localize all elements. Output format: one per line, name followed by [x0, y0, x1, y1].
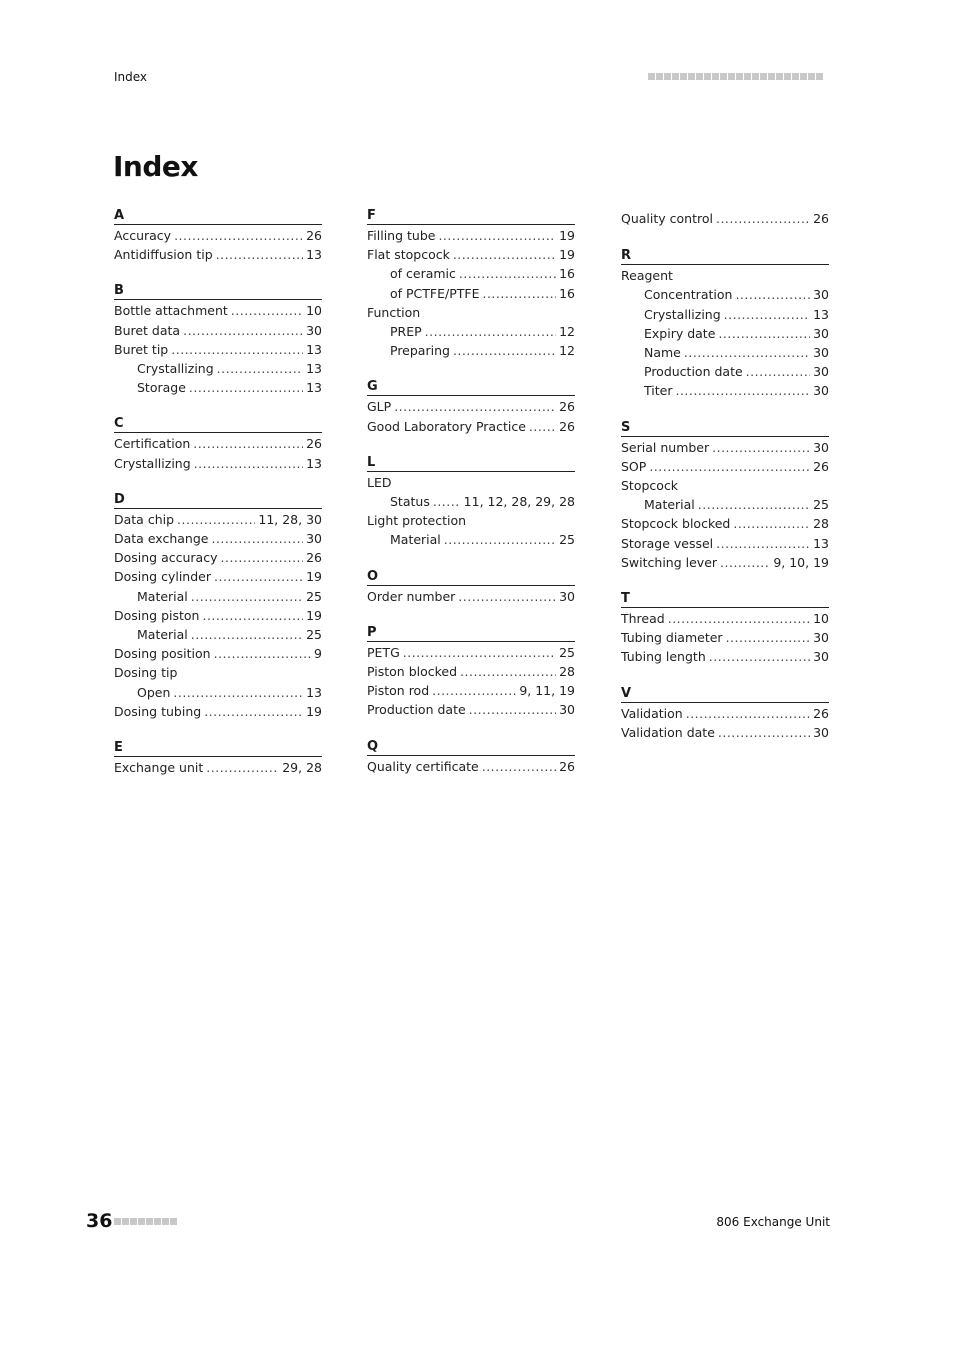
- index-entry: [367, 417, 575, 436]
- index-entry: [114, 245, 322, 264]
- index-subentry: [621, 381, 829, 400]
- index-entry: [114, 321, 322, 340]
- decor-square: [816, 73, 823, 80]
- section-letter: P: [367, 624, 575, 642]
- decor-square: [768, 73, 775, 80]
- index-subentry: [367, 492, 575, 511]
- entry-term: Name: [644, 345, 681, 361]
- index-subentry: [621, 324, 829, 343]
- index-column-3: [621, 207, 829, 760]
- entry-term: Bottle attachment: [114, 303, 228, 319]
- entry-term: SOP: [621, 458, 647, 474]
- index-subentry: [114, 587, 322, 606]
- index-subentry: [367, 322, 575, 341]
- leader-dots: [453, 341, 556, 360]
- entry-pages: 30: [813, 383, 829, 399]
- index-entry: [367, 757, 575, 776]
- leader-dots: [214, 644, 311, 663]
- index-subentry: [114, 378, 322, 397]
- entry-term: Order number: [367, 588, 456, 604]
- header-decoration: [648, 73, 830, 81]
- section-letter: V: [621, 685, 829, 703]
- entry-term: Dosing position: [114, 646, 211, 662]
- index-subentry: [621, 495, 829, 514]
- leader-dots: [191, 625, 303, 644]
- leader-dots: [403, 643, 556, 662]
- index-section: [114, 739, 322, 777]
- running-head: Index: [114, 70, 148, 84]
- index-section: [367, 454, 575, 550]
- entry-pages: 19: [306, 607, 322, 623]
- entry-term: Function: [367, 304, 421, 320]
- section-letter: B: [114, 282, 322, 300]
- entry-pages: 11, 12, 28, 29, 28: [463, 494, 575, 510]
- entry-pages: 30: [306, 322, 322, 338]
- entry-term: Tubing length: [621, 649, 706, 665]
- entry-term: Expiry date: [644, 325, 716, 341]
- entry-term: Status: [390, 494, 430, 510]
- leader-dots: [194, 454, 303, 473]
- decor-square: [696, 73, 703, 80]
- entry-pages: 30: [813, 345, 829, 361]
- entry-term: Material: [390, 532, 441, 548]
- entry-pages: 30: [559, 588, 575, 604]
- entry-term: Buret data: [114, 322, 181, 338]
- decor-square: [704, 73, 711, 80]
- entry-term: Dosing tip: [114, 665, 178, 681]
- entry-term: Switching lever: [621, 554, 718, 570]
- decor-square: [752, 73, 759, 80]
- leader-dots: [206, 758, 279, 777]
- entry-pages: 26: [559, 758, 575, 774]
- decor-square: [776, 73, 783, 80]
- entry-term: Dosing cylinder: [114, 569, 211, 585]
- index-entry: [367, 226, 575, 245]
- entry-pages: 25: [813, 497, 829, 513]
- decor-square: [122, 1218, 129, 1225]
- entry-pages: 19: [559, 247, 575, 263]
- index-entry: [114, 606, 322, 625]
- index-entry: [114, 548, 322, 567]
- index-entry: [367, 303, 575, 322]
- leader-dots: [726, 628, 811, 647]
- decor-square: [736, 73, 743, 80]
- leader-dots: [668, 609, 810, 628]
- index-entry: [367, 587, 575, 606]
- index-entry: [367, 681, 575, 700]
- leader-dots: [684, 343, 810, 362]
- index-entry: [621, 609, 829, 628]
- entry-pages: 13: [306, 684, 322, 700]
- decor-square: [114, 1218, 121, 1225]
- section-letter: R: [621, 247, 829, 265]
- entry-pages: 30: [813, 649, 829, 665]
- entry-term: Certification: [114, 436, 191, 452]
- section-letter: O: [367, 568, 575, 586]
- entry-term: Crystallizing: [114, 455, 191, 471]
- entry-pages: 26: [813, 211, 829, 226]
- entry-term: LED: [367, 474, 392, 490]
- index-subentry: [114, 683, 322, 702]
- entry-pages: 30: [813, 439, 829, 455]
- leader-dots: [458, 587, 556, 606]
- entry-term: Piston rod: [367, 683, 430, 699]
- entry-pages: 26: [306, 436, 322, 452]
- leader-dots: [746, 362, 810, 381]
- index-entry: [367, 511, 575, 530]
- entry-pages: 9: [314, 646, 322, 662]
- decor-square: [138, 1218, 145, 1225]
- leader-dots: [177, 510, 255, 529]
- entry-pages: 25: [306, 588, 322, 604]
- entry-term: Quality control: [621, 211, 713, 226]
- entry-term: PREP: [390, 324, 422, 340]
- leader-dots: [675, 381, 810, 400]
- entry-pages: 12: [559, 324, 575, 340]
- entry-term: Validation date: [621, 724, 715, 740]
- leader-dots: [191, 587, 303, 606]
- decor-square: [162, 1218, 169, 1225]
- leader-dots: [202, 606, 303, 625]
- index-subentry: [621, 343, 829, 362]
- entry-term: Data exchange: [114, 531, 209, 547]
- entry-term: Stopcock: [621, 478, 679, 494]
- index-subentry: [621, 362, 829, 381]
- entry-pages: 9, 11, 19: [519, 683, 575, 699]
- entry-term: Filling tube: [367, 228, 436, 243]
- index-entry: [621, 476, 829, 495]
- decor-square: [664, 73, 671, 80]
- section-letter: Q: [367, 738, 575, 756]
- entry-term: Material: [644, 497, 695, 513]
- section-letter: A: [114, 207, 322, 225]
- entry-pages: 13: [813, 306, 829, 322]
- index-entry: [621, 534, 829, 553]
- leader-dots: [649, 457, 810, 476]
- leader-dots: [735, 285, 810, 304]
- index-section: [367, 738, 575, 776]
- page-title: Index: [113, 150, 198, 183]
- index-section: [621, 590, 829, 667]
- entry-pages: 13: [306, 247, 322, 263]
- index-subentry: [367, 341, 575, 360]
- index-subentry: [114, 625, 322, 644]
- entry-pages: 13: [813, 535, 829, 551]
- leader-dots: [216, 245, 303, 264]
- entry-term: Dosing tubing: [114, 703, 202, 719]
- entry-pages: 29, 28: [282, 760, 322, 776]
- entry-term: GLP: [367, 399, 392, 415]
- entry-term: Crystallizing: [137, 361, 214, 377]
- decor-square: [648, 73, 655, 80]
- index-entry: [114, 434, 322, 453]
- leader-dots: [394, 397, 556, 416]
- decor-square: [146, 1218, 153, 1225]
- leader-dots: [733, 514, 810, 533]
- index-entry: [114, 226, 322, 245]
- entry-term: Reagent: [621, 268, 673, 284]
- index-entry: [621, 266, 829, 285]
- index-entry: [621, 723, 829, 742]
- section-letter: G: [367, 378, 575, 396]
- index-section: [367, 624, 575, 720]
- leader-dots: [718, 324, 810, 343]
- index-entry: [367, 643, 575, 662]
- index-section: [114, 491, 322, 721]
- leader-dots: [724, 305, 810, 324]
- leader-dots: [433, 492, 461, 511]
- entry-pages: 25: [306, 627, 322, 643]
- decor-square: [672, 73, 679, 80]
- leader-dots: [709, 647, 810, 666]
- entry-pages: 9, 10, 19: [773, 554, 829, 570]
- leader-dots: [438, 226, 556, 245]
- entry-term: Accuracy: [114, 228, 172, 243]
- entry-term: Piston blocked: [367, 664, 458, 680]
- index-section: [367, 568, 575, 606]
- entry-pages: 16: [559, 266, 575, 282]
- leader-dots: [529, 417, 556, 436]
- section-letter: C: [114, 415, 322, 433]
- section-letter: F: [367, 207, 575, 225]
- section-letter: D: [114, 491, 322, 509]
- entry-term: Concentration: [644, 287, 733, 303]
- leader-dots: [444, 530, 556, 549]
- entry-term: Stopcock blocked: [621, 516, 731, 532]
- index-entry: [114, 510, 322, 529]
- index-entry: [621, 628, 829, 647]
- entry-term: Thread: [621, 611, 665, 627]
- leader-dots: [214, 567, 303, 586]
- entry-pages: 26: [306, 550, 322, 566]
- index-entry: [621, 647, 829, 666]
- entry-term: PETG: [367, 644, 400, 660]
- index-section: [114, 415, 322, 472]
- entry-term: Material: [137, 588, 188, 604]
- index-entry: [114, 758, 322, 777]
- entry-pages: 13: [306, 341, 322, 357]
- index-entry: [621, 457, 829, 476]
- entry-pages: 10: [813, 611, 829, 627]
- index-section: [621, 247, 829, 400]
- index-entry: [621, 438, 829, 457]
- section-letter: E: [114, 739, 322, 757]
- entry-pages: 28: [813, 516, 829, 532]
- entry-pages: 19: [559, 228, 575, 243]
- entry-pages: 30: [813, 325, 829, 341]
- index-subentry: [621, 285, 829, 304]
- decor-square: [170, 1218, 177, 1225]
- entry-pages: 19: [306, 569, 322, 585]
- page-number: 36: [86, 1210, 113, 1232]
- index-entry: [367, 397, 575, 416]
- decor-square: [656, 73, 663, 80]
- decor-square: [680, 73, 687, 80]
- index-section: [621, 209, 829, 228]
- leader-dots: [231, 301, 303, 320]
- leader-dots: [453, 245, 556, 264]
- leader-dots: [204, 702, 303, 721]
- leader-dots: [716, 534, 810, 553]
- entry-term: Crystallizing: [644, 306, 721, 322]
- decor-square: [744, 73, 751, 80]
- entry-term: Open: [137, 684, 171, 700]
- entry-term: Production date: [367, 702, 466, 718]
- entry-term: of ceramic: [390, 266, 456, 282]
- entry-pages: 26: [559, 418, 575, 434]
- leader-dots: [221, 548, 304, 567]
- entry-pages: 13: [306, 455, 322, 471]
- decor-square: [808, 73, 815, 80]
- index-subentry: [367, 530, 575, 549]
- leader-dots: [469, 700, 556, 719]
- leader-dots: [698, 495, 810, 514]
- entry-term: Dosing piston: [114, 607, 200, 623]
- entry-term: of PCTFE/PTFE: [390, 285, 480, 301]
- leader-dots: [720, 553, 770, 572]
- leader-dots: [193, 434, 303, 453]
- index-entry: [114, 567, 322, 586]
- entry-pages: 12: [559, 343, 575, 359]
- entry-term: Good Laboratory Practice: [367, 418, 526, 434]
- entry-pages: 30: [813, 364, 829, 380]
- entry-term: Material: [137, 627, 188, 643]
- leader-dots: [482, 284, 556, 303]
- index-entry: [621, 553, 829, 572]
- leader-dots: [171, 340, 303, 359]
- index-entry: [114, 644, 322, 663]
- entry-pages: 26: [306, 228, 322, 243]
- index-entry: [367, 473, 575, 492]
- index-entry: [621, 704, 829, 723]
- decor-square: [800, 73, 807, 80]
- entry-term: Production date: [644, 364, 743, 380]
- index-subentry: [621, 305, 829, 324]
- entry-term: Buret tip: [114, 341, 169, 357]
- entry-pages: 25: [559, 532, 575, 548]
- entry-pages: 30: [559, 702, 575, 718]
- entry-term: Storage vessel: [621, 535, 714, 551]
- index-section: [367, 207, 575, 360]
- entry-pages: 30: [813, 630, 829, 646]
- document-title: 806 Exchange Unit: [716, 1215, 830, 1229]
- index-column-1: [114, 207, 322, 795]
- decor-square: [792, 73, 799, 80]
- index-entry: [621, 514, 829, 533]
- entry-term: Light protection: [367, 513, 467, 529]
- leader-dots: [432, 681, 516, 700]
- section-letter: T: [621, 590, 829, 608]
- entry-term: Flat stopcock: [367, 247, 450, 263]
- index-entry: [367, 700, 575, 719]
- entry-term: Tubing diameter: [621, 630, 723, 646]
- entry-pages: 11, 28, 30: [258, 511, 322, 527]
- leader-dots: [189, 378, 303, 397]
- footer-decoration: [114, 1218, 177, 1225]
- decor-square: [760, 73, 767, 80]
- index-entry: [114, 663, 322, 682]
- leader-dots: [174, 226, 303, 245]
- entry-term: Preparing: [390, 343, 450, 359]
- entry-pages: 13: [306, 361, 322, 377]
- leader-dots: [173, 683, 303, 702]
- entry-term: Serial number: [621, 439, 710, 455]
- leader-dots: [712, 438, 810, 457]
- leader-dots: [460, 662, 556, 681]
- index-entry: [114, 301, 322, 320]
- index-section: [621, 685, 829, 742]
- entry-term: Storage: [137, 380, 186, 396]
- entry-term: Exchange unit: [114, 760, 204, 776]
- index-entry: [114, 702, 322, 721]
- index-section: [114, 282, 322, 397]
- index-entry: [367, 245, 575, 264]
- entry-pages: 26: [813, 458, 829, 474]
- entry-pages: 28: [559, 664, 575, 680]
- index-subentry: [114, 359, 322, 378]
- leader-dots: [459, 264, 556, 283]
- section-letter: S: [621, 419, 829, 437]
- leader-dots: [482, 757, 556, 776]
- section-letter: L: [367, 454, 575, 472]
- entry-pages: 16: [559, 285, 575, 301]
- leader-dots: [716, 209, 810, 228]
- decor-square: [728, 73, 735, 80]
- index-entry: [114, 454, 322, 473]
- leader-dots: [686, 704, 810, 723]
- leader-dots: [183, 321, 303, 340]
- index-entry: [114, 529, 322, 548]
- entry-pages: 26: [813, 705, 829, 721]
- leader-dots: [425, 322, 556, 341]
- index-subentry: [367, 264, 575, 283]
- entry-term: Titer: [644, 383, 673, 399]
- decor-square: [154, 1218, 161, 1225]
- entry-pages: 30: [813, 724, 829, 740]
- index-subentry: [367, 284, 575, 303]
- decor-square: [688, 73, 695, 80]
- entry-pages: 10: [306, 303, 322, 319]
- entry-term: Quality certificate: [367, 758, 479, 774]
- index-column-2: [367, 207, 575, 794]
- entry-pages: 25: [559, 644, 575, 660]
- decor-square: [712, 73, 719, 80]
- decor-square: [784, 73, 791, 80]
- entry-term: Data chip: [114, 511, 175, 527]
- entry-term: Dosing accuracy: [114, 550, 218, 566]
- entry-term: Antidiffusion tip: [114, 247, 213, 263]
- index-section: [367, 378, 575, 435]
- decor-square: [720, 73, 727, 80]
- index-section: [114, 207, 322, 264]
- entry-pages: 30: [813, 287, 829, 303]
- entry-pages: 26: [559, 399, 575, 415]
- index-entry: [367, 662, 575, 681]
- index-entry: [114, 340, 322, 359]
- leader-dots: [217, 359, 303, 378]
- entry-pages: 13: [306, 380, 322, 396]
- leader-dots: [211, 529, 303, 548]
- index-entry: [621, 209, 829, 228]
- index-section: [621, 419, 829, 572]
- entry-pages: 30: [306, 531, 322, 547]
- decor-square: [130, 1218, 137, 1225]
- entry-pages: 19: [306, 703, 322, 719]
- entry-term: Validation: [621, 705, 683, 721]
- leader-dots: [718, 723, 810, 742]
